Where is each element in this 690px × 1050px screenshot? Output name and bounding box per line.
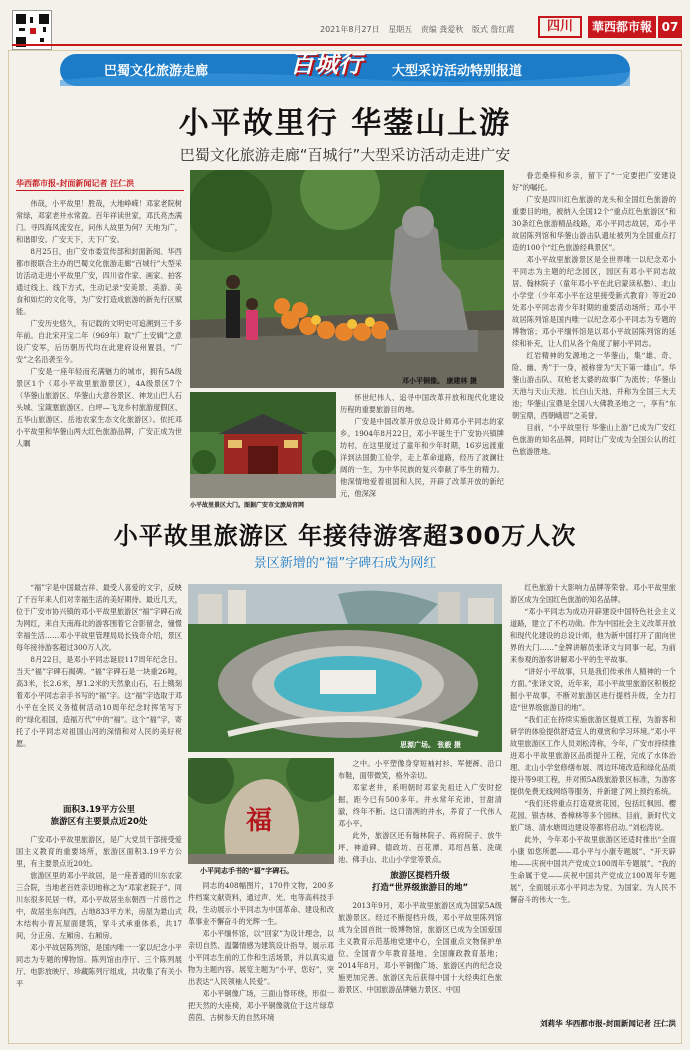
banner-left-text: 巴蜀文化旅游走廊 [104,64,209,79]
photo-statue-caption: 邓小平铜像。 康建林 摄 [402,377,477,385]
design-credit: 版式 詹红霞 [471,25,515,34]
paragraph: 旅游区里的邓小平故居，是一座普通的川东农家三合院，当地老百姓亲切地称之为“邓家老院子”。同川东很多民居一样，邓小平故居坐东朝西一片慈竹之中，故居坐东向西，占地833平方米，房屋为悬山式木结构小青瓦屋面建筑，穿斗式承重体系，共17间，分正房、左厢房、右厢房。 [16,871,182,940]
article2-column-1b [16,834,182,1040]
paragraph: 广安是一座年轻而充满魅力的城市，拥有5A级景区1个（邓小平故里旅游景区），4A级景区7个（华蓥山旅游区、华蓥山大意谷景区、神龙山巴人石头城、宝箴塞旅游区、白坪—飞龙乡村旅游度假区、五华山旅游区、岳池农家生态文化旅游区）。依托邓小平故里和华蓥山两大红色旅游品牌，广安正成为世人瞩 [16,367,182,448]
paragraph: 广安邓小平故里旅游区，是广大党员干部接受爱国主义教育的重要场所，旅游区面积3.19平方公里，有主要景点近20处。 [16,835,182,868]
paragraph: 邓小平铜像广场，三面山脊环绕，形似一把天然的大座椅，邓小平铜像就位于这片绿草茵茵、古树参天的自然环境 [188,989,334,1022]
banner-series-logo: 百城行 [290,49,362,78]
article1-column-3 [512,170,676,506]
issue-weekday: 星期五 [388,25,413,34]
paragraph: 8月22日，是邓小平同志诞辰117周年纪念日。当天“福”字碑石揭碑。“福”字碑石是一块重26吨，高3米，长2.6米，厚1.2米的天然象山石，石上镌刻着邓小平同志亲手书写的“福”字。这“福”字选取于邓小平在全民义务植树活动10周年纪念时挥笔写下的“绿化祖国，造福万代”中的“福”。这个“福”字，寄托了小平同志对祖国山河的深情和对人民的美好祝愿。 [16,655,182,748]
masthead-info [320,24,520,35]
photo-gate-caption: 小平故里景区大门。图据广安市文旅局官网 [190,502,305,509]
byline: 华西都市报-封面新闻记者 汪仁洪 [16,179,135,188]
paragraph: 邓小平缅怀馆，以“回家”为设计理念，以亲切自然、温馨情感为建筑设计指导，展示邓小平同志生前的工作和生活场景，并以真实道物为主题内容。展览主题为“小平，您好”，突出表达“人民领袖人民爱”。 [188,929,334,986]
region-label: 四川 [538,16,582,38]
photo-gate [190,392,336,498]
headline-1: 小平故里行 华蓥山上游 [178,106,512,141]
article2-column-2 [188,880,334,1040]
paragraph: 同志的408幅图片，170件文物，200多件档案文献资料，通过声、光、电等高科技手段，生动展示小平同志为中国革命、建设和改革事业不懈奋斗的光辉一生。 [188,881,334,926]
paragraph: “邓小平同志为成功开辟建设中国特色社会主义道路，建立了不朽功勋。作为中国社会主义改革开放和现代化建设的总设计师，他为新中国打开了面向世界的大门……”金牌讲解员张译文与同事一起，为前来参观的游客讲解邓小平的生平故事。 [510,607,676,664]
paragraph: “我们还将重点打造观赏花园，包括红枫园、樱花园、银杏林、香樟林等多个园林。目前，新时代文旅广场、清水塘周边建设等都将启动。”刘松涛说。 [510,799,676,832]
subhead-line: 打造“世界级旅游目的地” [371,883,469,893]
editor-credit: 责编 龚爱秋 [420,25,464,34]
article2-column-4 [510,582,676,1018]
paragraph: 8月25日，由广安市委宣传部和封面新闻、华西都市报联合主办的巴蜀文化旅游走廊“百城行”大型采访活动走进小平故里广安，四川省作家、画家、拍客通过线上、线下方式，生动记录“安美景、美游、美食和如烂的文化等，为广安打造成旅游的新先行区赋能。 [16,247,182,316]
paragraph: 广安是中国改革开放总设计师邓小平同志的家乡。1904年8月22日，邓小平诞生于广安协兴镇牌坊村，在这里度过了童年和少年时期，16岁远渡重洋到法国勤工俭学，走上革命道路，经历了波澜壮阔的一生，为中华民族的复兴奉献了毕生的精力。他深情地爱着祖国和人民，开辟了改革开放的新纪元，他深深 [340,417,504,498]
paragraph: “我们正在持续实施旅游区提质工程，为游客和研学的体验提供舒适宜人的观赏和学习环境。”邓小平故里旅游区工作人员刘松涛称，今年，广安市持续推进邓小平故里旅游区品质提升工程，完成了水体治理、北山小学堂修缮布展、周边环境改造和绿化品质提升等9项工程，并对照5A级旅游景区标准，为游客提供免费无线网络等服务，并新建了网上预约系统。 [510,715,676,796]
issue-date: 2021年8月27日 [320,25,380,34]
subhead-area [16,804,182,828]
paragraph: 邓家老井，系明朝时邓家先祖迁入广安时挖掘，距今已有500多年。井水常年充沛，甘甜清澈，终年不断。这口清冽的井水，养育了一代伟人邓小平。 [338,783,502,828]
gate-photo-image [190,392,336,498]
byline-rule [16,190,184,191]
paragraph: 伟哉，小平故里！胜哉，大地峥嵘！邓家老院树常绿，邓家老井水常盈。百年祥读世家，邓氏亮杰满门。寻四海风流安在，问伟人故里为何？天地为广，和谐即安。广安天下，天下广安。 [16,199,182,244]
paragraph: 怀世纪伟人、追寻中国改革开放和现代化建设历程的重要旅游目的地。 [340,393,504,414]
paragraph: 广安是四川红色旅游的龙头和全国红色旅游的重要目的地，被纳入全国12个“重点红色旅游区”和30条红色旅游精品线路，邓小平同志故居，邓小平故居陈列馆和华蓥山游击队遗址被列为全国重点打造的100个“红色旅游经典景区”。 [512,195,676,252]
article2-column-1 [16,582,182,800]
paragraph: 此外，旅游区还有翰林院子、蒋府院子、放牛坪、神道碑、德政坊、百花潭、邓绍昌墓、洗砚池、佛手山、北山小学堂等景点。 [338,831,502,864]
article1-column-2 [340,392,504,506]
statue-photo-image [190,170,504,388]
photo-fu-stone [188,758,334,864]
paragraph: 之中。小平塑像身穿短袖衬衫、军便裤、沿口布鞋，面带微笑，格外亲切。 [338,759,502,780]
paragraph: “讲好小平故事，只是我们传承伟人精神的一个方面。”张译文说，近年来，邓小平故里旅游区积极挖掘小平故事，不断对旅游区进行提档升级，全力打造“世界级旅游目的地”。 [510,667,676,712]
photo-statue [190,170,504,388]
subhead-line: 面积3.19平方公里 [63,805,135,815]
photo-square [188,584,502,752]
subhead-upgrade [338,870,502,894]
photo-fu-caption: 小平同志手书的“福”字碑石。 [200,867,294,875]
paragraph: 目前，“小平故里行 华蓥山上游”已成为广安红色旅游的知名品牌，同时让广安成为全国公认的红色旅游胜地。 [512,423,676,456]
paragraph: 红岩精神的发源地之一华蓥山，集“雄、奇、险、幽、秀”于一身，被称誉为“天下第一雄山”。华蓥山游击队、双枪老太婆的故事广为流传；华蓥山天池与天山天池、长白山天池，并称为全国三大天池；华蓥山宝鼎是全国八大佛教圣地之一，享有“东朝宝鼎，西朝峨眉”之美誉。 [512,351,676,420]
photo-square-caption: 思源广场。 张毅 摄 [400,741,461,749]
paragraph: 2013年9月，邓小平故里旅游区成为国家5A级旅游景区。经过不断提档升级，邓小平故里陈列馆成为全国首批一级博物馆，旅游区已成为全国爱国主义教育示范基地党建中心，全国重点文物保护单位、全国青少年教育基地、全国廉政教育基地；2014年8月，邓小平铜像广场、旅游区内的纪念设施更加完善。旅游区先后获得中国十大经典红色旅游景区、中国旅游品牌魅力景区、中国 [338,901,502,994]
paragraph: 邓小平故里旅游景区是全世界唯一以纪念邓小平同志为主题的纪念园区，园区有邓小平同志故居、翰林院子（童年邓小平在此启蒙读私塾）、北山小学堂（少年邓小平在这里接受新式教育）等近20处邓小平同志青少年时期的重要活动场所；邓小平故居陈列馆是国内唯一以纪念邓小平同志为专题的博物馆；邓小平缅怀馆是以邓小平故居陈列馆的延续和补充，让人们从各个角度了解小平同志。 [512,255,676,348]
headline-2: 小平故里旅游区 年接待游客超300万人次 [113,522,577,550]
paragraph: 邓小平故居陈列馆，是国内唯一一家以纪念小平同志为专题的博物馆。陈列馆由序厅、三个陈列展厅、电影放映厅、珍藏陈列厅组成，共收集了有关小平 [16,943,182,988]
square-photo-image [188,584,502,752]
subheadline-2: 景区新增的“福”字碑石成为网红 [253,556,437,571]
reporter-credit: 刘莉华 华西都市报-封面新闻记者 汪仁洪 [540,1019,676,1028]
paragraph: 广安历史悠久，有记载的文明史可追溯到三千多年前。自北宋开宝二年（969年）取“广土安辑”之意设广安军，后历朝历代均在此建府设州置县，“广安”之名沿袭至今。 [16,319,182,364]
subhead-line: 旅游区提档升级 [390,871,450,881]
paragraph: 红色旅游十大影响力品牌等荣誉。邓小平故里旅游区成为全国红色旅游的知名品牌。 [510,583,676,604]
paragraph: 眷恋桑梓和乡亲，留下了“一定要把广安建设好”的嘱托。 [512,171,676,192]
fu-character-glyph: 福 [246,806,273,836]
paragraph: “福”字是中国最吉祥、最受人喜爱的文字，反映了千百年来人们对幸福生活的美好期待。最近几天，位于广安市协兴镇的邓小平故里旅游区“福”字碑石成为网红，来自天南海北的游客围着它合影留念，憧憬幸福生活……邓小平故里管理局局长钱奇介绍，景区每年接待游客超过300万人次。 [16,583,182,652]
article2-column-3b [338,900,502,1040]
banner-right-text: 大型采访活动特别报道 [392,64,523,79]
subhead-line: 旅游区有主要景点近20处 [50,817,148,827]
page-number: 07 [658,16,682,38]
paragraph: 此外，今年邓小平故里旅游区还适时推出“全面小康 如您所愿——邓小平与小康专题展”、“开天辟地——庆祝中国共产党成立100周年专题展”、“我的生命属于党——庆祝中国共产党成立100周年专题展”，全面展示邓小平同志为党、为国家、为人民不懈奋斗的伟大一生。 [510,835,676,904]
newspaper-logo: 華西都市報 [588,16,656,38]
subheadline-1: 巴蜀文化旅游走廊“百城行”大型采访活动走进广安 [179,146,511,164]
article1-column-1 [16,198,182,504]
article2-column-3-top [338,758,502,864]
